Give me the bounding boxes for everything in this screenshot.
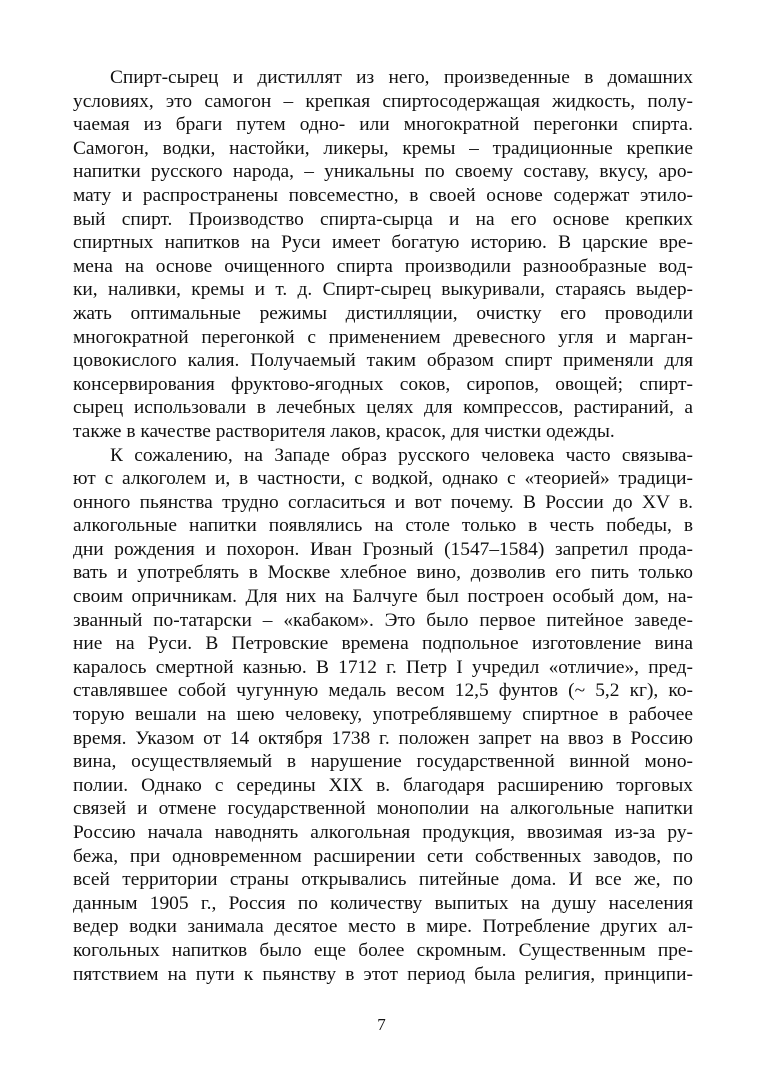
text-line: каралось смертной казнью. В 1712 г. Петр I учредил «отличие», пред- [73, 656, 693, 678]
text-line: когольных напитков было еще более скромным. Существенным пре- [73, 939, 693, 961]
text-line: напитки русского народа, – уникальны по своему составу, вкусу, аро- [73, 161, 693, 183]
text-line: ние на Руси. В Петровские времена подпольное изготовление вина [73, 633, 693, 655]
text-line: полии. Однако с середины XIX в. благодаря расширению торговых [73, 774, 693, 796]
text-line: время. Указом от 14 октября 1738 г. положен запрет на ввоз в Россию [73, 727, 693, 749]
text-line: консервирования фруктово-ягодных соков, сиропов, овощей; спирт- [73, 373, 693, 395]
text-line: Россию начала наводнять алкогольная продукция, ввозимая из-за ру- [73, 822, 693, 843]
text-line: всей территории страны открывались питейные дома. И все же, по [73, 869, 693, 891]
text-line: Самогон, водки, настойки, ликеры, кремы – традиционные крепкие [73, 137, 693, 159]
text-line: многократной перегонкой с применением древесного угля и марган- [73, 326, 693, 348]
text-line: мена на основе очищенного спирта производили разнообразные вод- [73, 255, 693, 277]
text-line: данным 1905 г., Россия по количеству выпитых на душу населения [73, 892, 693, 914]
text-line: чаемая из браги путем одно- или многократной перегонки спирта. [73, 114, 693, 136]
text-line: также в качестве растворителя лаков, красок, для чистки одежды. [73, 420, 615, 442]
text-line: онного пьянства трудно согласиться и вот почему. В России до XV в. [73, 491, 693, 513]
text-line: сырец использовали в лечебных целях для компрессов, растираний, а [73, 397, 693, 419]
text-line: Спирт-сырец и дистиллят из него, произведенные в домашних [110, 67, 693, 88]
page-body [73, 66, 693, 986]
text-line: алкогольные напитки появлялись на столе только в честь победы, в [73, 515, 693, 537]
text-line: бежа, при одновременном расширении сети собственных заводов, по [73, 845, 693, 867]
text-line: званный по-татарски – «кабаком». Это было первое питейное заведе- [73, 609, 693, 631]
text-line: жать оптимальные режимы дистилляции, очистку его проводили [73, 302, 693, 324]
text-line: своим опричникам. Для них на Балчуге был построен особый дом, на- [73, 586, 693, 608]
text-line: ют с алкоголем и, в частности, с водкой, однако с «теорией» традици- [73, 468, 693, 490]
text-line: мату и распространены повсеместно, в своей основе содержат этило- [73, 184, 693, 206]
text-line: ведер водки занимала десятое место в мире. Потребление других ал- [73, 916, 693, 938]
text-line: ставлявшее собой чугунную медаль весом 12,5 фунтов (~ 5,2 кг), ко- [73, 680, 693, 702]
text-line: спиртных напитков на Руси имеет богатую историю. В царские вре- [73, 232, 693, 254]
text-line: пятствием на пути к пьянству в этот период была религия, принципи- [73, 963, 693, 985]
paragraph-1 [73, 66, 693, 444]
text-line: условиях, это самогон – крепкая спиртосодержащая жидкость, полу- [73, 90, 693, 112]
text-line: К сожалению, на Западе образ русского человека часто связыва- [110, 444, 693, 466]
paragraph-2 [73, 444, 693, 987]
text-line: ки, наливки, кремы и т. д. Спирт-сырец выкуривали, стараясь выдер- [73, 279, 693, 301]
text-line: связей и отмене государственной монополии на алкогольные напитки [73, 798, 693, 820]
text-line: вина, осуществляемый в нарушение государственной винной моно- [73, 751, 693, 773]
text-line: вый спирт. Производство спирта-сырца и на его основе крепких [73, 208, 693, 230]
text-line: дни рождения и похорон. Иван Грозный (1547–1584) запретил прода- [73, 538, 693, 560]
page-number: 7 [377, 1015, 386, 1034]
text-line: вать и употреблять в Москве хлебное вино, дозволив его пить только [73, 562, 693, 584]
text-line: цовокислого калия. Получаемый таким образом спирт применяли для [73, 350, 693, 372]
text-line: торую вешали на шею человеку, употреблявшему спиртное в рабочее [73, 704, 693, 726]
